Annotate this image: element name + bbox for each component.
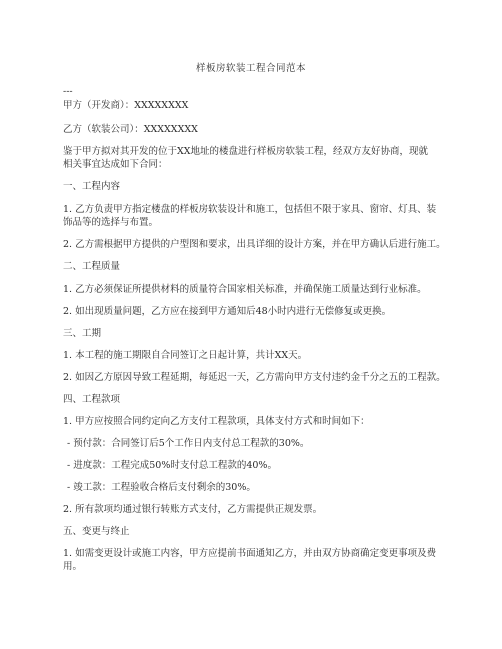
clause: 2. 如出现质量问题，乙方应在接到甲方通知后48小时内进行无偿修复或更换。	[63, 306, 392, 317]
section-heading: 三、工期	[63, 328, 102, 339]
clause: 1. 乙方必须保证所提供材料的质量符合国家相关标准，并确保施工质量达到行业标准。	[63, 284, 427, 295]
clause: 2. 所有款项均通过银行转账方式支付，乙方需提供正规发票。	[63, 504, 323, 515]
preamble-line-2: 相关事宜达成如下合同：	[63, 159, 168, 170]
section-heading: 四、工程款项	[63, 394, 121, 405]
clause-continuation: 用。	[63, 561, 83, 572]
document-title: 样板房软装工程合同范本	[195, 63, 306, 74]
payment-item: - 进度款：工程完成50%时支付总工程款的40%。	[67, 460, 277, 471]
clause: 1. 乙方负责甲方指定楼盘的样板房软装设计和施工，包括但不限于家具、窗帘、灯具、装	[63, 204, 437, 215]
divider: ---	[63, 86, 73, 97]
party-a: 甲方（开发商）：XXXXXXXX	[63, 100, 189, 111]
preamble-line-1: 鉴于甲方拟对其开发的位于XX地址的楼盘进行样板房软装工程，经双方友好协商，现就	[63, 146, 429, 157]
clause: 2. 乙方需根据甲方提供的户型图和要求，出具详细的设计方案，并在甲方确认后进行施工。	[63, 239, 446, 250]
section-heading: 一、工程内容	[63, 181, 121, 192]
payment-item: - 预付款：合同签订后5个工作日内支付总工程款的30%。	[67, 438, 310, 449]
clause-continuation: 饰品等的选择与布置。	[63, 217, 159, 228]
clause: 1. 甲方应按照合同约定向乙方支付工程款项，具体支付方式和时间如下：	[63, 416, 370, 427]
payment-item: - 竣工款：工程验收合格后支付剩余的30%。	[67, 482, 256, 493]
clause: 1. 如需变更设计或施工内容，甲方应提前书面通知乙方，并由双方协商确定变更事项及费	[63, 548, 437, 559]
clause: 1. 本工程的施工期限自合同签订之日起计算，共计XX天。	[63, 350, 308, 361]
section-heading: 五、变更与终止	[63, 526, 130, 537]
clause: 2. 如因乙方原因导致工程延期，每延迟一天，乙方需向甲方支付违约金千分之五的工程款。	[63, 372, 446, 383]
party-b: 乙方（软装公司）：XXXXXXXX	[63, 124, 198, 135]
section-heading: 二、工程质量	[63, 261, 121, 272]
